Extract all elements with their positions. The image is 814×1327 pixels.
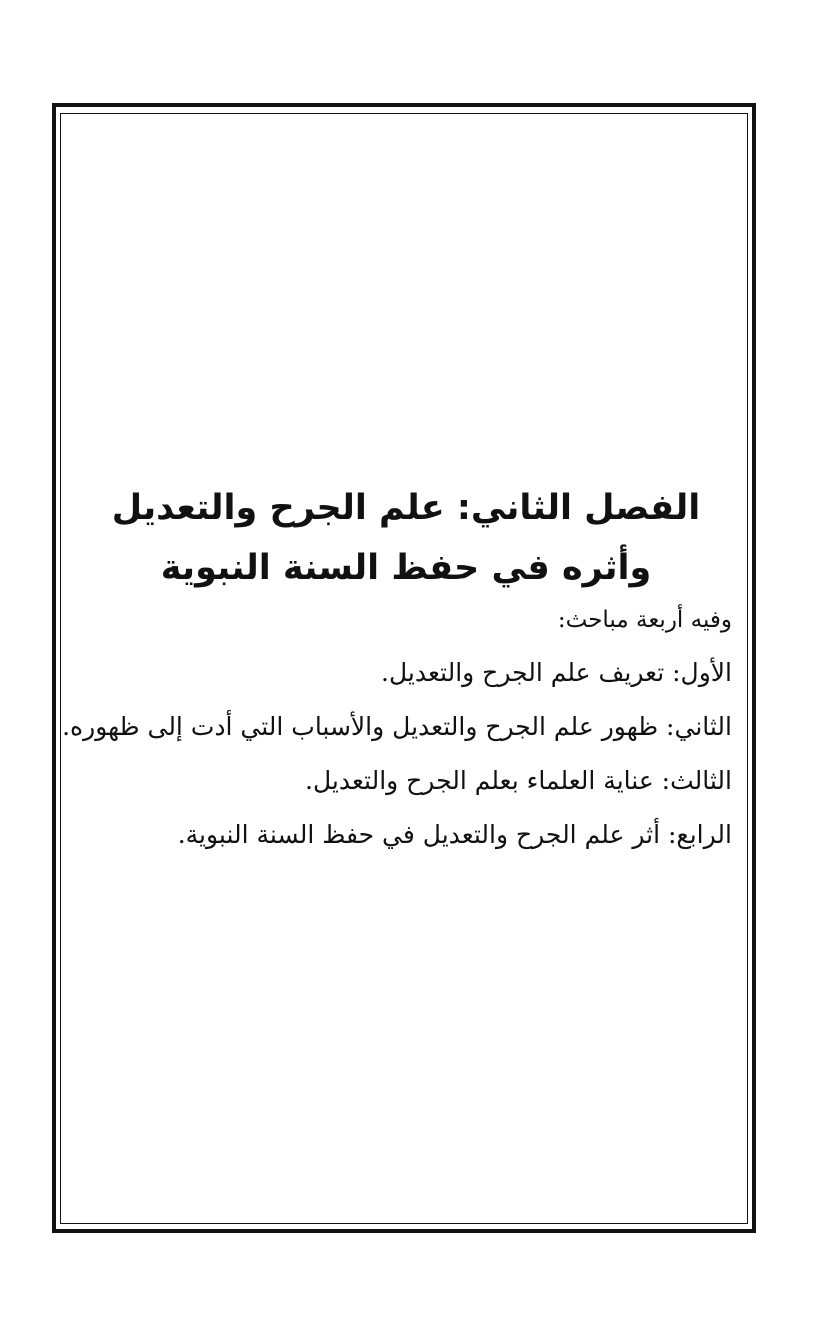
chapter-title: الفصل الثاني: علم الجرح والتعديل وأثره في حفظ السنة النبوية bbox=[111, 488, 701, 588]
chapter-intro: وفيه أربعة مباحث: bbox=[557, 607, 732, 633]
topic-item-2: الثاني: ظهور علم الجرح والتعديل والأسباب التي أدت إلى ظهوره. bbox=[62, 712, 732, 741]
topic-item-3: الثالث: عناية العلماء بعلم الجرح والتعديل. bbox=[305, 766, 732, 795]
topic-item-1: الأول: تعريف علم الجرح والتعديل. bbox=[381, 658, 732, 687]
topic-item-4: الرابع: أثر علم الجرح والتعديل في حفظ السنة النبوية. bbox=[177, 820, 732, 849]
chapter-content bbox=[62, 478, 732, 862]
